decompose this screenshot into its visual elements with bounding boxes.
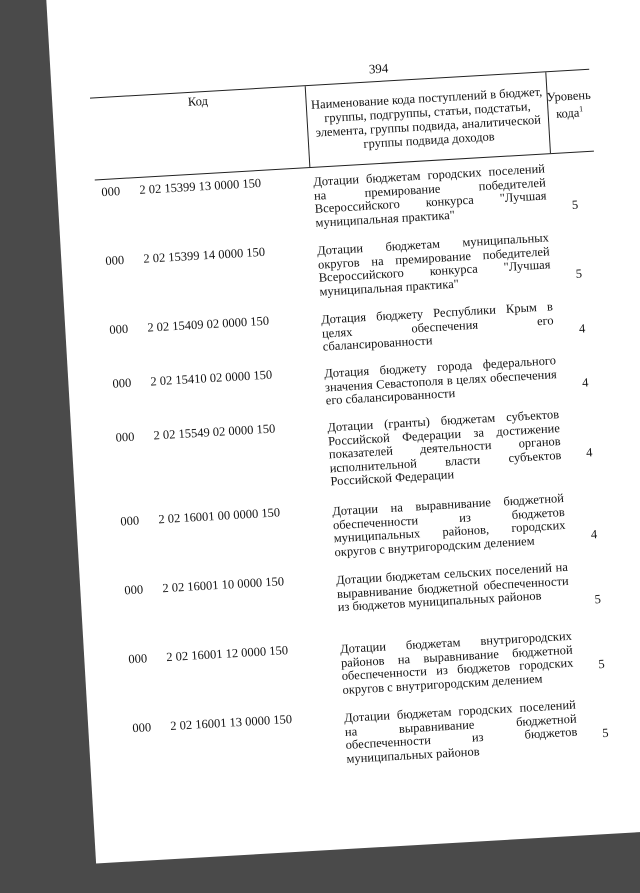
header-name: Наименование кода поступлений в бюджет, группы, подгруппы, статьи, подстатьи, элемента, группы подвида, аналитической группы подвида доходов xyxy=(305,72,551,167)
page-number: 394 xyxy=(368,60,389,77)
row-code-value: 2 02 15399 13 0000 150 xyxy=(138,175,262,197)
row-code-prefix: 000 xyxy=(127,651,148,667)
row-code-value: 2 02 16001 13 0000 150 xyxy=(169,711,293,733)
row-code-value: 2 02 16001 12 0000 150 xyxy=(165,643,289,665)
row-level: 4 xyxy=(578,321,586,336)
header-level-footnote: 1 xyxy=(578,104,584,114)
table-body xyxy=(95,160,629,794)
row-name: Дотация бюджету Республики Крым в целях обеспечения его сбалансированности xyxy=(320,299,554,354)
row-code-prefix: 000 xyxy=(112,375,132,391)
row-code-prefix: 000 xyxy=(131,720,152,736)
row-name: Дотация бюджету города федерального значения Севастополя в целях обеспечения его сбалансированности xyxy=(323,353,558,408)
row-level: 4 xyxy=(581,375,589,390)
row-code-prefix: 000 xyxy=(105,252,125,268)
row-code-value: 2 02 15410 02 0000 150 xyxy=(150,367,273,389)
row-level: 4 xyxy=(585,445,593,460)
row-level: 5 xyxy=(597,656,605,672)
row-level: 5 xyxy=(575,266,583,281)
row-level: 5 xyxy=(571,197,579,213)
row-code-value: 2 02 15399 14 0000 150 xyxy=(142,244,266,266)
row-code-prefix: 000 xyxy=(101,184,121,200)
row-name: Дотации на выравнивание бюджетной обеспеченности из бюджетов муниципальных районов, городских округов с внутригородским делением xyxy=(331,490,566,559)
row-code-value: 2 02 15409 02 0000 150 xyxy=(146,313,270,335)
row-code-value: 2 02 16001 00 0000 150 xyxy=(157,505,281,527)
row-level: 4 xyxy=(590,527,598,542)
row-name: Дотации бюджетам муниципальных округов на премирование победителей Всероссийского конкурса "Лучшая муниципальная практика" xyxy=(316,230,551,299)
header-level-text: Уровень кода xyxy=(546,87,592,121)
row-name: Дотации бюджетам сельских поселений на выравнивание бюджетной обеспеченности из бюджетов муниципальных районов xyxy=(335,559,569,615)
row-code-prefix: 000 xyxy=(120,513,140,529)
row-code-prefix: 000 xyxy=(124,582,144,598)
row-name: Дотации бюджетам городских поселений на выравнивание бюджетной обеспеченности из бюджетов муниципальных районов xyxy=(343,697,578,766)
header-code: Код xyxy=(187,93,209,109)
row-code-value: 2 02 16001 10 0000 150 xyxy=(161,574,285,596)
header-level xyxy=(545,70,594,153)
document-page xyxy=(44,0,640,863)
row-code-prefix: 000 xyxy=(115,429,135,445)
row-name: Дотации (гранты) бюджетам субъектов Российской Федерации за достижение показателей деятельности органов исполнительной власти субъектов Российской Федерации xyxy=(326,407,562,489)
row-level: 5 xyxy=(594,592,602,607)
row-name: Дотации бюджетам внутригородских районов на выравнивание бюджетной обеспеченности из бюджетов городских округов с внутригородским делением xyxy=(339,628,574,697)
row-name: Дотации бюджетам городских поселений на премирование победителей Всероссийского конкурса "Лучшая муниципальная практика" xyxy=(312,161,547,230)
row-level: 5 xyxy=(601,725,609,741)
row-code-value: 2 02 15549 02 0000 150 xyxy=(153,421,276,443)
row-code-prefix: 000 xyxy=(108,321,129,337)
